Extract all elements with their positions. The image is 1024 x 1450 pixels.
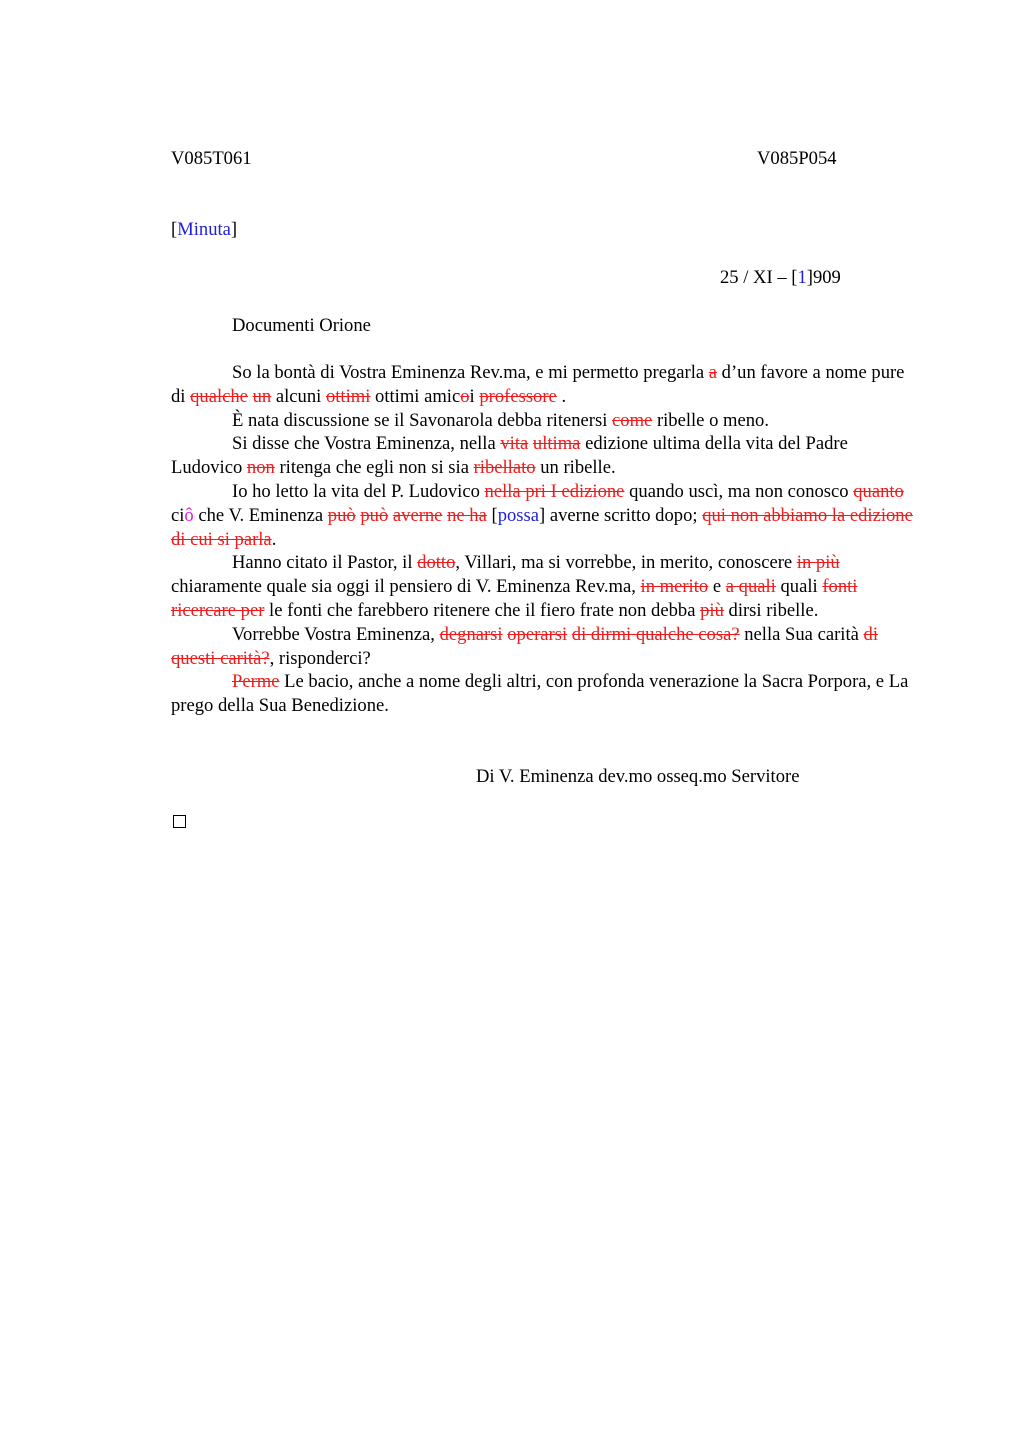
deleted-text: ottimi xyxy=(325,385,371,407)
text-span: Vorrebbe Vostra Eminenza, xyxy=(232,623,440,645)
text-span: quando uscì, ma non conosco xyxy=(624,480,854,502)
deleted-text: quanto xyxy=(853,480,904,502)
deleted-text: può xyxy=(360,504,389,526)
deleted-text: Perme xyxy=(232,671,280,693)
text-span: le fonti che farebbero ritenere che il fiero frate non debba xyxy=(264,599,701,621)
letter-date xyxy=(720,269,841,288)
date-prefix: 25 / XI – [ xyxy=(720,267,798,288)
deleted-text: operarsi xyxy=(507,623,568,645)
deleted-text: nella pri I edizione xyxy=(484,480,625,502)
deleted-text: di dirmi qualche cosa? xyxy=(571,623,740,645)
text-span: ottimi amic xyxy=(370,385,461,407)
text-span: d’un favore a nome pure di xyxy=(171,362,905,407)
document-subtitle: Documenti Orione xyxy=(232,315,371,336)
paragraph-4 xyxy=(171,480,923,551)
header-right-code: V085P054 xyxy=(757,148,837,169)
checkbox-square-icon xyxy=(173,815,186,828)
date-editorial-digit: 1 xyxy=(797,267,807,288)
text-span: ci xyxy=(171,504,185,526)
text-span: ribelle o meno. xyxy=(652,409,769,431)
text-span: Si disse che Vostra Eminenza, nella xyxy=(232,433,501,455)
text-span: So la bontà di Vostra Eminenza Rev.ma, e mi permetto pregarla xyxy=(232,362,709,383)
text-span: e xyxy=(708,576,726,598)
deleted-text: a xyxy=(708,362,718,383)
paragraph-6 xyxy=(171,623,923,671)
deleted-text: o xyxy=(460,385,470,407)
text-span: [ xyxy=(486,504,498,526)
text-span: . xyxy=(271,528,277,550)
deleted-text: come xyxy=(612,409,653,431)
text-span: ] averne scritto dopo; xyxy=(539,504,703,526)
deleted-text: a quali xyxy=(725,576,776,598)
text-span: edizione ultima della vita del Padre Ludovico xyxy=(171,433,848,479)
letter-body xyxy=(171,361,923,718)
text-span: alcuni xyxy=(271,385,326,407)
text-span: chiaramente quale sia oggi il pensiero di V. Eminenza Rev.ma, xyxy=(171,576,641,598)
header-left-code: V085T061 xyxy=(171,148,252,169)
deleted-text: in più xyxy=(796,552,840,574)
minuta-bracket-close: ] xyxy=(230,219,238,240)
closing-signature: Di V. Eminenza dev.mo osseq.mo Servitore xyxy=(476,766,800,787)
deleted-text: un xyxy=(252,385,272,407)
deleted-text: può xyxy=(327,504,356,526)
text-span: ritenga che egli non si sia xyxy=(274,457,474,479)
deleted-text: non xyxy=(246,457,275,479)
text-span: . xyxy=(556,385,567,407)
deleted-text: ultima xyxy=(532,433,581,455)
text-span: che V. Eminenza xyxy=(193,504,328,526)
text-span: i xyxy=(469,385,480,407)
minuta-bracket-open: [ xyxy=(171,219,178,240)
paragraph-1 xyxy=(171,361,923,409)
deleted-text: ribellato xyxy=(473,457,536,479)
text-span: È nata discussione se il Savonarola debba ritenersi xyxy=(232,409,613,431)
text-span: un ribelle. xyxy=(535,457,616,479)
paragraph-2 xyxy=(171,409,923,433)
deleted-text: averne xyxy=(392,504,443,526)
text-span: dirsi ribelle. xyxy=(723,599,819,621)
paragraph-5 xyxy=(171,551,923,622)
deleted-text: più xyxy=(700,599,724,621)
deleted-text: di questi carità? xyxy=(171,623,878,669)
text-span: , Villari, ma si vorrebbe, in merito, conoscere xyxy=(455,552,797,574)
deleted-text: ne ha xyxy=(447,504,487,526)
deleted-text: qualche xyxy=(190,385,248,407)
deleted-text: professore xyxy=(479,385,557,407)
uncertain-char: ô xyxy=(184,504,194,526)
text-span: Hanno citato il Pastor, il xyxy=(232,552,418,574)
editorial-insertion: possa xyxy=(497,504,540,526)
text-span: , risponderci? xyxy=(269,647,371,669)
deleted-text: vita xyxy=(500,433,529,455)
text-span: Le bacio, anche a nome degli altri, con profonda venerazione la Sacra Porpora, e La prego della Sua Benedizione. xyxy=(171,671,909,717)
deleted-text: degnarsi xyxy=(439,623,503,645)
minuta-word: Minuta xyxy=(177,219,231,240)
paragraph-3 xyxy=(171,432,923,480)
deleted-text: fonti ricercare per xyxy=(171,576,858,621)
paragraph-7 xyxy=(171,670,923,718)
deleted-text: in merito xyxy=(640,576,709,598)
date-suffix: ]909 xyxy=(806,267,841,288)
text-span: quali xyxy=(775,576,823,598)
minuta-label xyxy=(171,221,237,240)
deleted-text: qui non abbiamo la edizione di cui si parla xyxy=(171,504,913,550)
deleted-text: dotto xyxy=(417,552,456,574)
text-span: Io ho letto la vita del P. Ludovico xyxy=(232,480,485,502)
text-span: nella Sua carità xyxy=(739,623,864,645)
